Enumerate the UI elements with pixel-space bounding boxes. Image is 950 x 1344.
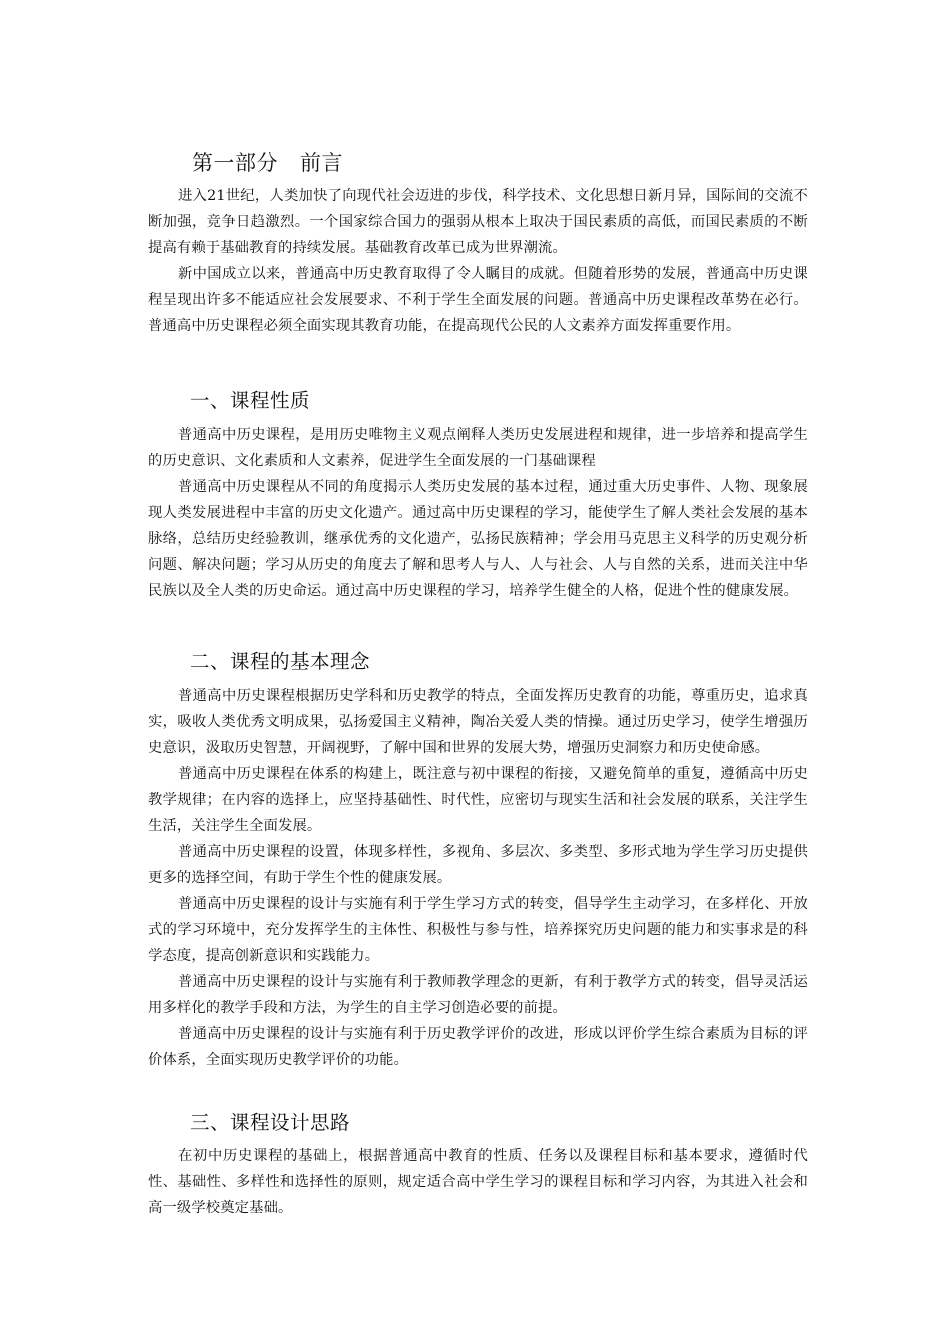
paragraph: 普通高中历史课程，是用历史唯物主义观点阐释人类历史发展进程和规律，进一步培养和提高学生的历史意识、文化素质和人文素养，促进学生全面发展的一门基础课程 bbox=[148, 427, 808, 469]
part-heading: 前言 bbox=[300, 151, 343, 175]
section-body bbox=[148, 422, 808, 604]
paragraph: 普通高中历史课程的设计与实施有利于教师教学理念的更新，有利于教学方式的转变，倡导灵活运用多样化的教学手段和方法，为学生的自主学习创造必要的前提。 bbox=[148, 974, 808, 1016]
part-title bbox=[192, 147, 343, 177]
part-label: 第一部分 bbox=[192, 151, 278, 175]
section-body bbox=[148, 683, 808, 1073]
paragraph: 进入21世纪，人类加快了向现代社会迈进的步伐，科学技术、文化思想日新月异，国际间的交流不断加强，竞争日趋激烈。一个国家综合国力的强弱从根本上取决于国民素质的高低，而国民素质的不断提高有赖于基础教育的持续发展。基础教育改革已成为世界潮流。 bbox=[148, 188, 808, 256]
paragraph: 普通高中历史课程从不同的角度揭示人类历史发展的基本过程，通过重大历史事件、人物、现象展现人类发展进程中丰富的历史文化遗产。通过高中历史课程的学习，能使学生了解人类社会发展的基本脉络，总结历史经验教训，继承优秀的文化遗产，弘扬民族精神；学会用马克思主义科学的历史观分析问题、解决问题；学习从历史的角度去了解和思考人与人、人与社会、人与自然的关系，进而关注中华民族以及全人类的历史命运。通过高中历史课程的学习，培养学生健全的人格，促进个性的健康发展。 bbox=[148, 479, 808, 599]
paragraph: 普通高中历史课程在体系的构建上，既注意与初中课程的衔接，又避免简单的重复，遵循高中历史教学规律；在内容的选择上，应坚持基础性、时代性，应密切与现实生活和社会发展的联系，关注学生生活，关注学生全面发展。 bbox=[148, 766, 808, 834]
paragraph: 在初中历史课程的基础上，根据普通高中教育的性质、任务以及课程目标和基本要求，遵循时代性、基础性、多样性和选择性的原则，规定适合高中学生学习的课程目标和学习内容，为其进入社会和高一级学校奠定基础。 bbox=[148, 1148, 808, 1216]
paragraph: 普通高中历史课程的设计与实施有利于学生学习方式的转变，倡导学生主动学习，在多样化、开放式的学习环境中，充分发挥学生的主体性、积极性与参与性，培养探究历史问题的能力和实事求是的科学态度，提高创新意识和实践能力。 bbox=[148, 896, 808, 964]
section-title: 三、课程设计思路 bbox=[190, 1111, 351, 1134]
section-body bbox=[148, 1143, 808, 1221]
paragraph: 普通高中历史课程的设计与实施有利于历史教学评价的改进，形成以评价学生综合素质为目标的评价体系，全面实现历史教学评价的功能。 bbox=[148, 1026, 808, 1068]
section-title: 二、课程的基本理念 bbox=[190, 650, 371, 673]
paragraph: 普通高中历史课程根据历史学科和历史教学的特点，全面发挥历史教育的功能，尊重历史，追求真实，吸收人类优秀文明成果，弘扬爱国主义精神，陶冶关爱人类的情操。通过历史学习，使学生增强历史意识，汲取历史智慧，开阔视野，了解中国和世界的发展大势，增强历史洞察力和历史使命感。 bbox=[148, 688, 808, 756]
intro-block bbox=[148, 183, 808, 339]
section-title: 一、课程性质 bbox=[190, 389, 311, 412]
paragraph: 普通高中历史课程的设置，体现多样性，多视角、多层次、多类型、多形式地为学生学习历史提供更多的选择空间，有助于学生个性的健康发展。 bbox=[148, 844, 808, 886]
paragraph: 新中国成立以来，普通高中历史教育取得了令人瞩目的成就。但随着形势的发展，普通高中历史课程呈现出许多不能适应社会发展要求、不利于学生全面发展的问题。普通高中历史课程改革势在必行。普通高中历史课程必须全面实现其教育功能，在提高现代公民的人文素养方面发挥重要作用。 bbox=[148, 266, 808, 334]
